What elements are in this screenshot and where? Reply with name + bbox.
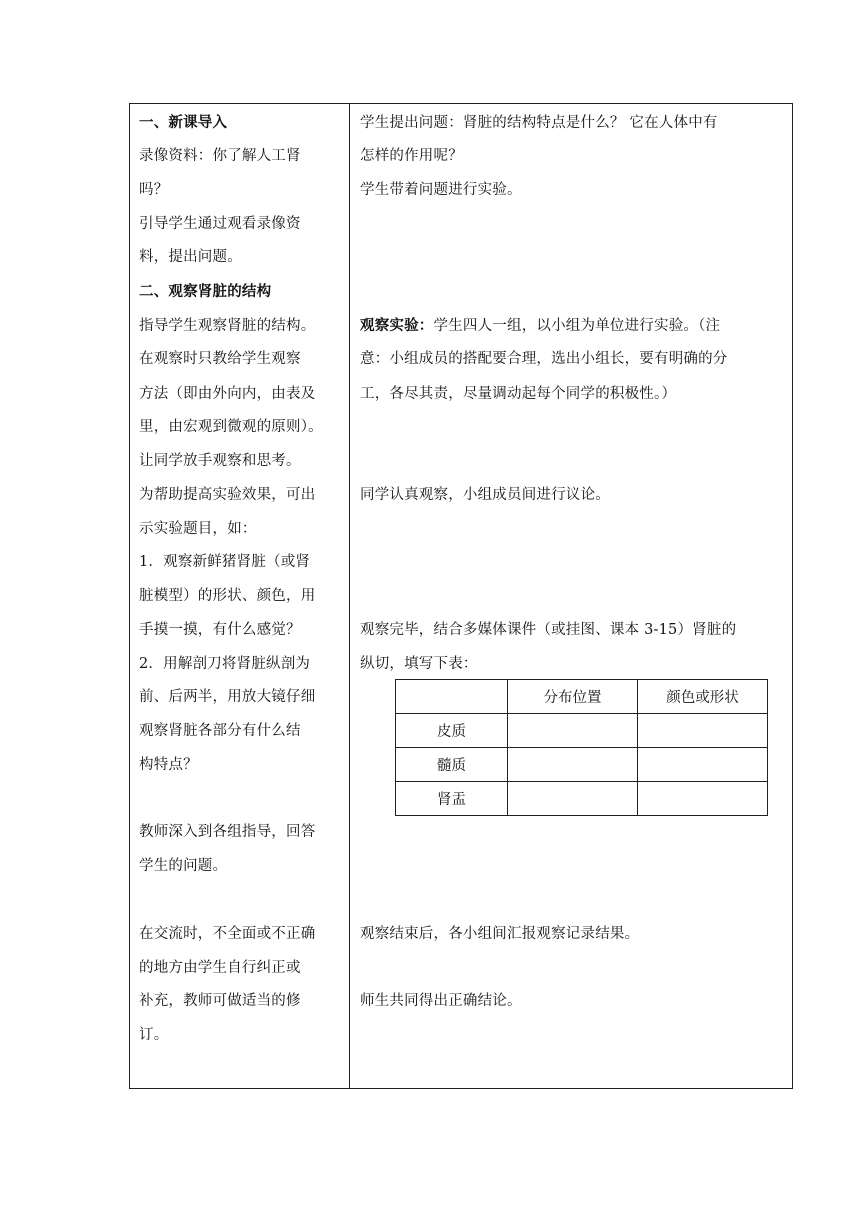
experiment-text: 学生四人一组，以小组为单位进行实验。（注 bbox=[433, 318, 721, 334]
table-cell bbox=[638, 782, 768, 816]
table-header-cell bbox=[396, 680, 508, 714]
right-line: 怎样的作用呢？ bbox=[360, 148, 463, 164]
table-row-label: 髓质 bbox=[396, 748, 508, 782]
table-row bbox=[396, 748, 768, 782]
right-line: 观察完毕，结合多媒体课件（或挂图、课本 3-15）肾脏的 bbox=[360, 622, 737, 638]
left-line: 里，由宏观到微观的原则）。 bbox=[139, 419, 323, 435]
table-header-cell: 分布位置 bbox=[508, 680, 638, 714]
left-line: 订。 bbox=[139, 1027, 169, 1043]
left-line: 1．观察新鲜猪肾脏（或肾 bbox=[139, 554, 311, 570]
right-line: 工，各尽其责，尽量调动起每个同学的积极性。） bbox=[360, 386, 677, 402]
right-line bbox=[360, 317, 720, 335]
right-line: 学生带着问题进行实验。 bbox=[360, 182, 522, 198]
table-cell bbox=[638, 748, 768, 782]
table-cell bbox=[638, 714, 768, 748]
left-line: 示实验题目，如： bbox=[139, 521, 257, 537]
section-heading-structure: 二、观察肾脏的结构 bbox=[139, 283, 272, 300]
right-line: 同学认真观察，小组成员间进行议论。 bbox=[360, 487, 610, 503]
column-divider bbox=[349, 103, 350, 1089]
left-line: 方法（即由外向内，由表及 bbox=[139, 386, 316, 402]
table-header-row bbox=[396, 680, 768, 714]
table-row bbox=[396, 782, 768, 816]
left-line: 吗？ bbox=[139, 182, 169, 198]
left-line: 教师深入到各组指导，回答 bbox=[139, 824, 316, 840]
left-line: 手摸一摸，有什么感觉？ bbox=[139, 622, 301, 638]
table-row-label: 肾盂 bbox=[396, 782, 508, 816]
table-cell bbox=[508, 748, 638, 782]
section-heading-intro: 一、新课导入 bbox=[139, 114, 228, 131]
left-line: 补充，教师可做适当的修 bbox=[139, 993, 301, 1009]
left-line: 为帮助提高实验效果，可出 bbox=[139, 487, 316, 503]
left-line: 引导学生通过观看录像资 bbox=[139, 216, 301, 232]
left-line: 在观察时只教给学生观察 bbox=[139, 351, 301, 367]
left-line: 料，提出问题。 bbox=[139, 249, 242, 265]
left-line: 指导学生观察肾脏的结构。 bbox=[139, 318, 316, 334]
observation-table bbox=[395, 679, 768, 816]
right-line: 纵切，填写下表： bbox=[360, 656, 478, 672]
right-line: 意：小组成员的搭配要合理，选出小组长，要有明确的分 bbox=[360, 351, 728, 367]
left-line: 脏模型）的形状、颜色，用 bbox=[139, 588, 316, 604]
left-line: 录像资料：你了解人工肾 bbox=[139, 148, 301, 164]
table-cell bbox=[508, 782, 638, 816]
left-line: 在交流时，不全面或不正确 bbox=[139, 926, 316, 942]
left-line: 构特点？ bbox=[139, 757, 198, 773]
right-line: 学生提出问题：肾脏的结构特点是什么？ 它在人体中有 bbox=[360, 115, 718, 131]
left-line: 前、后两半，用放大镜仔细 bbox=[139, 689, 316, 705]
right-line: 观察结束后，各小组间汇报观察记录结果。 bbox=[360, 926, 640, 942]
left-line: 学生的问题。 bbox=[139, 858, 228, 874]
left-line: 观察肾脏各部分有什么结 bbox=[139, 723, 301, 739]
table-row-label: 皮质 bbox=[396, 714, 508, 748]
right-line: 师生共同得出正确结论。 bbox=[360, 993, 522, 1009]
left-line: 让同学放手观察和思考。 bbox=[139, 453, 301, 469]
table-cell bbox=[508, 714, 638, 748]
left-line: 2．用解剖刀将肾脏纵剖为 bbox=[139, 656, 311, 672]
table-header-cell: 颜色或形状 bbox=[638, 680, 768, 714]
left-line: 的地方由学生自行纠正或 bbox=[139, 960, 301, 976]
experiment-label: 观察实验： bbox=[360, 317, 434, 334]
table-row bbox=[396, 714, 768, 748]
